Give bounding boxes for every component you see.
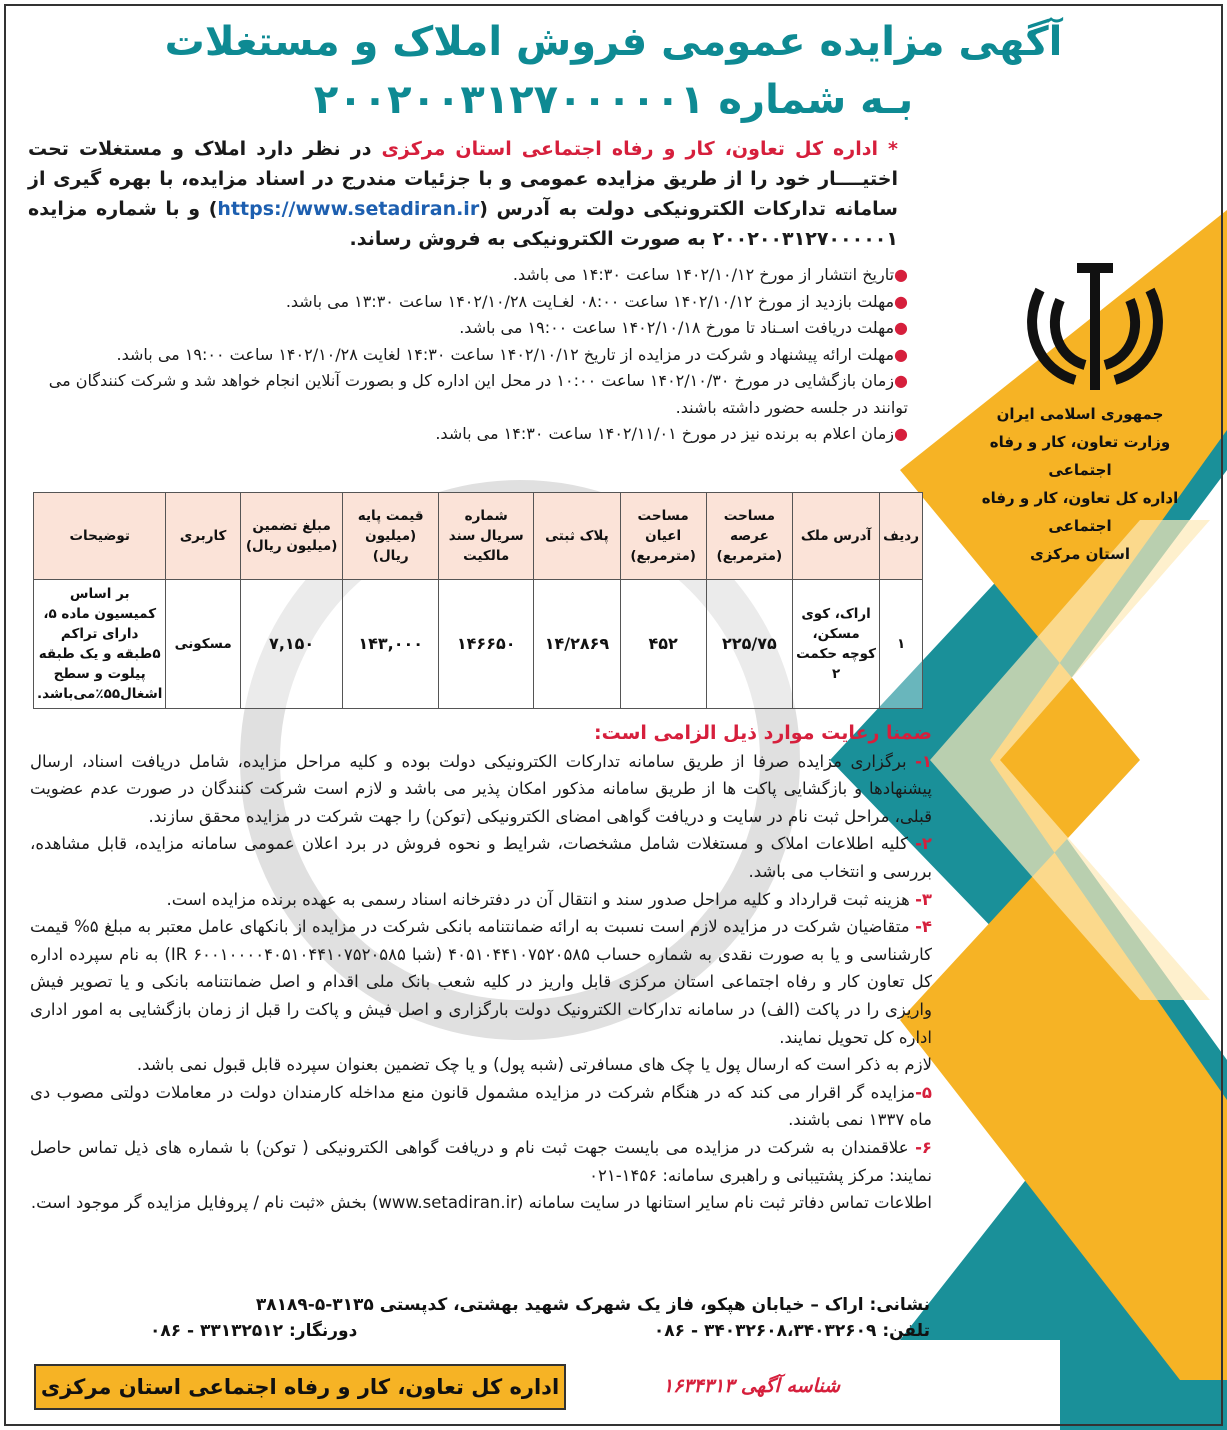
- bullet-icon: ●: [894, 371, 908, 390]
- rules-section: [30, 720, 932, 1217]
- bullet-icon: ●: [894, 424, 908, 443]
- contact-block: [150, 1292, 930, 1344]
- table-row: [34, 580, 923, 709]
- intro-text-2: ) و با شماره مزایده ۲۰۰۲۰۰۳۱۲۷۰۰۰۰۰۱ به صورت الکترونیکی به فروش رساند.: [28, 198, 898, 250]
- intro-text-1: در نظر دارد املاک و مستغلات تحت اختیــــار خود را از طریق مزایده عمومی و با جزئیات مندرج در اسناد مزایده، با بهره گیری از سامانه تدارکات الکترونیکی دولت به آدرس (: [28, 138, 898, 220]
- cell-usage: مسکونی: [166, 580, 240, 709]
- col-header: قیمت پایه (میلیون ریال): [343, 493, 439, 580]
- rule-item: ۴- متقاضیان شرکت در مزایده لازم است نسبت به ارائه ضمانتنامه بانکی شرکت در مزایده از بانکهای عامل معتبر به مبلغ ۵% قیمت کارشناسی و یا به صورت نقدی به شماره حساب ۴۰۵۱۰۴۴۱۰۷۵۲۰۵۸۵ (شبا IR ۶۰۰۱۰۰۰۰۴۰۵۱۰۴۴۱۰۷۵۲۰۵۸۵) به نام سپرده اداره کل تعاون کار و رفاه اجتماعی استان مرکزی قابل واریز در کلیه شعب بانک ملی اقدام و اصل ضمانتنامه بانکی و یا تصویر فیش واریزی را در پاکت (الف) در سامانه تدارکات الکترونیک دولت بارگزاری و اصل فیش و پاکت را قبل از زمان بازگشایی به امور اداری اداره کل تحویل نمایند.: [30, 917, 932, 1047]
- ministry-block: [960, 400, 1200, 568]
- col-header: مساحت عرصه (مترمربع): [706, 493, 792, 580]
- schedule-item: ●مهلت ارائه پیشنهاد و شرکت در مزایده از تاریخ ۱۴۰۲/۱۰/۱۲ ساعت ۱۴:۳۰ لغایت ۱۴۰۲/۱۰/۲۸ ساعت ۱۹:۰۰ می باشد.: [116, 344, 908, 364]
- schedule-item: ●مهلت دریافت اسـناد تا مورخ ۱۴۰۲/۱۰/۱۸ ساعت ۱۹:۰۰ می باشد.: [459, 318, 908, 337]
- footer-org-banner: اداره کل تعاون، کار و رفاه اجتماعی استان مرکزی: [34, 1364, 566, 1410]
- ministry-line: وزارت تعاون، کار و رفاه اجتماعی: [989, 433, 1171, 479]
- cell-plate: ۱۴/۲۸۶۹: [534, 580, 620, 709]
- schedule-item: ●مهلت بازدید از مورخ ۱۴۰۲/۱۰/۱۲ ساعت ۰۸:۰۰ لغـایت ۱۴۰۲/۱۰/۲۸ ساعت ۱۳:۳۰ می باشد.: [285, 291, 908, 311]
- bullet-icon: ●: [894, 291, 908, 311]
- rule-item: ۶- علاقمندان به شرکت در مزایده می بایست جهت ثبت نام و دریافت گواهی الکترونیکی ( توکن) با شماره های ذیل تماس حاصل نمایند: مرکز پشتیبانی و راهبری سامانه: ۱۴۵۶-۰۲۱: [30, 1137, 932, 1185]
- rule-item: اطلاعات تماس دفاتر ثبت نام سایر استانها در سایت سامانه (www.setadiran.ir) بخش «ثبت نام / پروفایل مزایده گر موجود است.: [30, 1193, 932, 1213]
- schedule-item: ●زمان بازگشایی در مورخ ۱۴۰۲/۱۰/۳۰ ساعت ۱۰:۰۰ در محل این اداره کل و بصورت آنلاین انجام خواهد شد و شرکت کنندگان می توانند در جلسه حضور داشته باشند.: [48, 371, 908, 417]
- rule-item: لازم به ذکر است که ارسال پول یا چک های مسافرتی (شبه پول) و یا چک تضمین بعنوان سپرده قابل قبول نمی باشد.: [136, 1055, 932, 1075]
- col-header: شماره سریال سند مالکیت: [439, 493, 534, 580]
- schedule-item: ●تاریخ انتشار از مورخ ۱۴۰۲/۱۰/۱۲ ساعت ۱۴:۳۰ می باشد.: [512, 265, 908, 284]
- ministry-line: جمهوری اسلامی ایران: [996, 405, 1164, 423]
- cell-address: اراک، کوی مسکن، کوچه حکمت ۲: [793, 580, 880, 709]
- contact-phones: [150, 1318, 930, 1344]
- org-name: اداره کل تعاون، کار و رفاه اجتماعی استان مرکزی: [381, 138, 878, 160]
- schedule-list: [28, 262, 908, 448]
- rule-item: ۱- برگزاری مزایده صرفا از طریق سامانه تدارکات الکترونیکی دولت بوده و کلیه مراحل مزایده، شامل دریافت اسناد، ارسال پیشنهادها و بازگشایی پاکت ها از طریق سامانه مذکور امکان پذیر می باشد و لازم است شرکت کنندگان در صورت عدم عضویت قبلی، مراحل ثبت نام در سایت و دریافت گواهی امضای الکترونیکی (توکن) را جهت شرکت در مزایده محقق سازند.: [30, 751, 932, 826]
- star-mark: *: [888, 138, 898, 160]
- col-header: ردیف: [880, 493, 923, 580]
- rule-item: ۳- هزینه ثبت قرارداد و کلیه مراحل صدور سند و انتقال آن در دفترخانه اسناد رسمی به عهده برنده مزایده است.: [166, 889, 932, 909]
- col-header: توضیحات: [34, 493, 166, 580]
- rule-item: ۵-مزایده گر اقرار می کند که در هنگام شرکت در مزایده مشمول قانون منع مداخله کارمندان دولت در معاملات دولتی مصوب دی ماه ۱۳۳۷ نمی باشند.: [30, 1082, 932, 1130]
- setadiran-link[interactable]: https://www.setadiran.ir: [217, 198, 480, 220]
- cell-building-area: ۴۵۲: [620, 580, 706, 709]
- col-header: کاربری: [166, 493, 240, 580]
- ministry-line: استان مرکزی: [1029, 545, 1131, 563]
- col-header: پلاک ثبتی: [534, 493, 620, 580]
- ministry-line: اداره کل تعاون، کار و رفاه اجتماعی: [981, 489, 1179, 535]
- contact-fax: دورنگار: ۳۳۱۳۲۵۱۲ - ۰۸۶: [150, 1321, 358, 1341]
- schedule-item: ●زمان اعلام به برنده نیز در مورخ ۱۴۰۲/۱۱/۰۱ ساعت ۱۴:۳۰ می باشد.: [435, 424, 908, 443]
- intro-paragraph: [28, 134, 898, 254]
- bullet-icon: ●: [894, 265, 908, 284]
- bullet-icon: ●: [894, 344, 908, 364]
- contact-phone: تلفن: ۳۴۰۳۲۶۰۸،۳۴۰۳۲۶۰۹ - ۰۸۶: [653, 1321, 930, 1341]
- col-header: مساحت اعیان (مترمربع): [620, 493, 706, 580]
- contact-address: نشانی: اراک – خیابان هپکو، فاز یک شهرک شهید بهشتی، کدپستی ۳۱۳۵-۵-۳۸۱۸۹: [255, 1295, 930, 1315]
- ad-id: شناسه آگهی ۱۶۳۴۳۱۳: [662, 1375, 840, 1397]
- col-header: مبلغ تضمین (میلیون ریال): [240, 493, 343, 580]
- bullet-icon: ●: [894, 318, 908, 337]
- col-header: آدرس ملک: [793, 493, 880, 580]
- cell-index: ۱: [880, 580, 923, 709]
- cell-guarantee: ۷,۱۵۰: [240, 580, 343, 709]
- title-line-2: بـه شماره ۲۰۰۲۰۰۳۱۲۷۰۰۰۰۰۱: [313, 77, 914, 123]
- cell-notes: بر اساس کمیسیون ماده ۵، دارای تراکم ۵طبقه و یک طبقه پیلوت و سطح اشغال۵۵٪می‌باشد.: [34, 580, 166, 709]
- table-header-row: [34, 493, 923, 580]
- cell-land-area: ۲۲۵/۷۵: [706, 580, 792, 709]
- property-table: [33, 492, 923, 709]
- title-line-1: آگهی مزایده عمومی فروش املاک و مستغلات: [164, 19, 1063, 65]
- rules-heading: ضمنا رعایت موارد ذیل الزامی است:: [594, 722, 932, 744]
- cell-serial: ۱۴۶۶۵۰: [439, 580, 534, 709]
- cell-base-price: ۱۴۳,۰۰۰: [343, 580, 439, 709]
- rule-item: ۲- کلیه اطلاعات املاک و مستغلات شامل مشخصات، شرایط و نحوه فروش در برد اعلان عمومی سامانه مزایده، قابل مشاهده، بررسی و انتخاب می باشد.: [30, 834, 932, 881]
